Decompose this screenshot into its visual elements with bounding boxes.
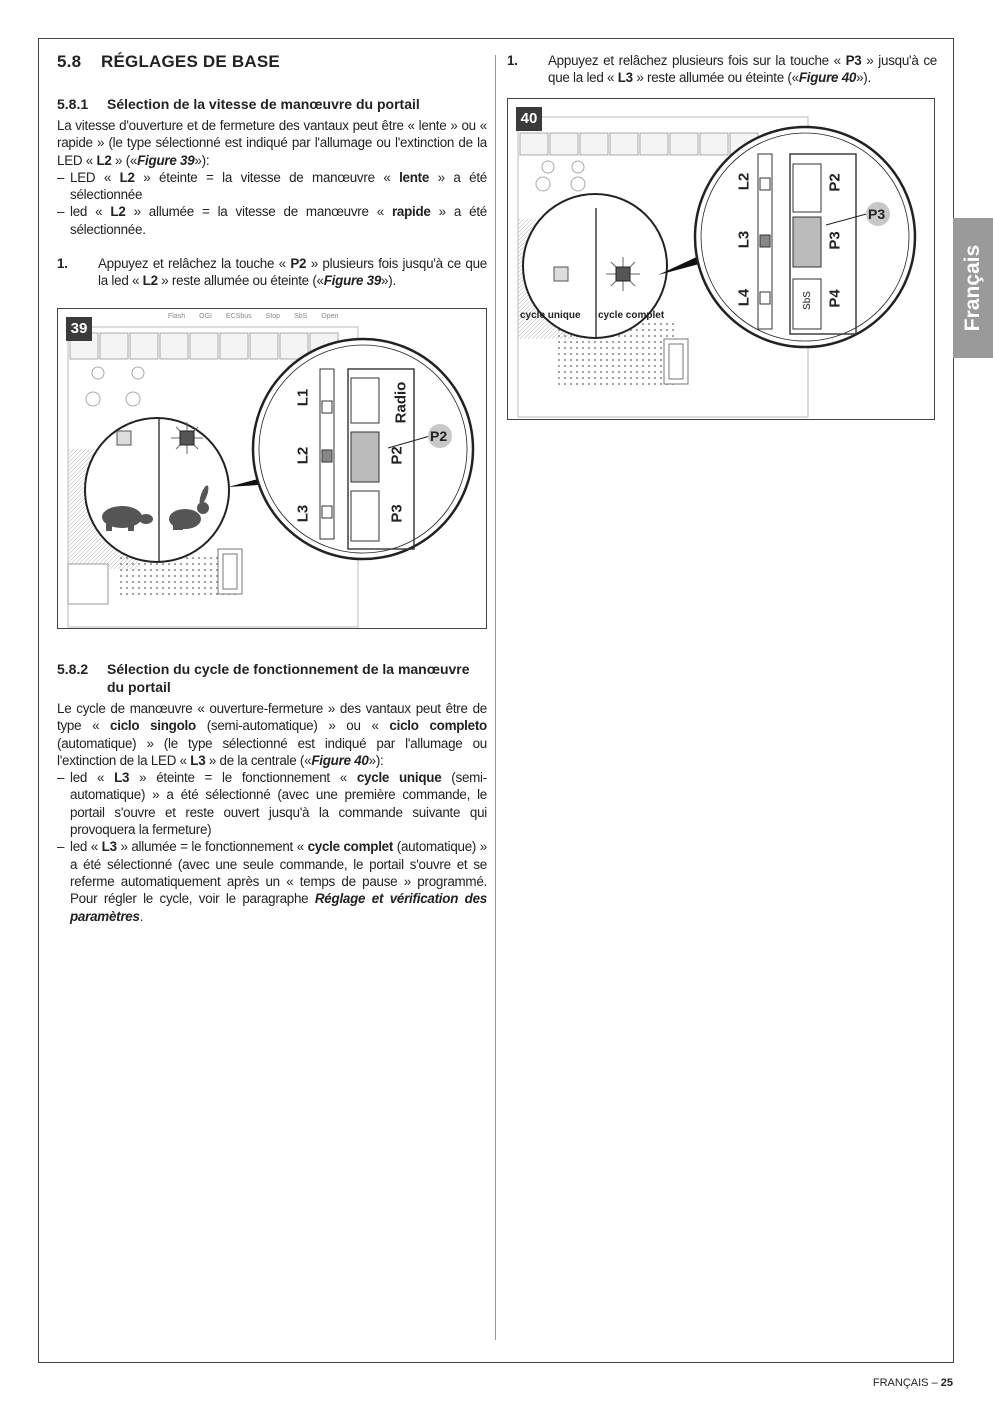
figure-39-drawing <box>58 309 487 629</box>
led-label-l3: L3 <box>735 230 753 249</box>
label-cycle-unique: cycle unique <box>520 310 581 321</box>
led-label-l2: L2 <box>294 446 312 465</box>
sub1-bullets <box>57 169 487 238</box>
button-label-p2: P2 <box>826 173 844 192</box>
figure-39 <box>57 308 487 629</box>
language-tab <box>953 218 993 358</box>
language-tab-label: Français <box>961 244 984 332</box>
button-label-p2: P2 <box>388 446 406 465</box>
sub2-block <box>57 660 487 925</box>
sub2-title: Sélection du cycle de fonctionnement de la manœuvre du portail <box>107 661 470 695</box>
page-number: 25 <box>940 1377 953 1389</box>
button-label-p3: P3 <box>826 231 844 250</box>
button-label-p3: P3 <box>388 504 406 523</box>
sub2-intro: Le cycle de manœuvre « ouverture-fermeture » des vantaux peut être de type « ciclo singolo (semi-automatique) » ou « ciclo completo (automatique) » (le type sélectionné est indiqué par l'allumage ou l'extinction de la LED « L3 » de la centrale («Figure 40»): <box>57 701 487 768</box>
sub2-heading <box>57 660 487 696</box>
led-label-l4: L4 <box>735 288 753 307</box>
sbs-label: SbS <box>801 291 813 310</box>
led-label-l1: L1 <box>294 388 312 407</box>
button-label-radio: Radio <box>392 381 410 424</box>
left-column <box>57 52 487 290</box>
list-item: – LED « L2 » éteinte = la vitesse de manœuvre « lente » a été sélectionnée <box>57 169 487 203</box>
step-number: 1. <box>57 256 68 272</box>
sub1-intro: La vitesse d'ouverture et de fermeture des vantaux peut être « lente » ou « rapide » (le type sélectionné est indiqué par l'allumage ou l'extinction de la LED « L2 » («Figure 39»): <box>57 118 487 168</box>
step-number: 1. <box>507 53 518 68</box>
list-item: – led « L2 » allumée = la vitesse de manœuvre « rapide » a été sélectionnée. <box>57 204 487 237</box>
figure-40-drawing <box>508 99 935 420</box>
column-divider <box>495 55 496 1340</box>
footer-label: FRANÇAIS – <box>872 1377 941 1389</box>
section-number: 5.8 <box>57 52 82 71</box>
section-heading <box>57 52 487 72</box>
led-label-l2: L2 <box>735 172 753 191</box>
label-cycle-complet: cycle complet <box>598 310 665 321</box>
sub1-heading <box>57 95 487 113</box>
terminal-labels: Flash OGI ECSbus Stop SbS Open <box>168 313 339 320</box>
right-step: 1. Appuyez et relâchez plusieurs fois sur la touche « P3 » jusqu'à ce que la led « L3 » reste allumée ou éteinte («Figure 40»). <box>507 53 937 86</box>
led-label-l3: L3 <box>294 504 312 523</box>
figure-number: 40 <box>516 107 542 131</box>
sub1-number: 5.8.1 <box>57 96 89 112</box>
figure-40 <box>507 98 935 420</box>
right-column <box>507 52 937 87</box>
sub1-step: 1. Appuyez et relâchez la touche « P2 » plusieurs fois jusqu'à ce que la led « L2 » reste allumée ou éteinte («Figure 39»). <box>57 256 487 289</box>
list-item: – led « L3 » allumée = le fonctionnement « cycle complet (automatique) » a été sélectionné (avec une seule commande, le portail s'ouvre et se referme automatiquement après un « temps de pause » programmé. Pour régler le cycle, voir le paragraphe Réglage et vérification des paramètres. <box>57 839 487 924</box>
button-label-p4: P4 <box>826 289 844 308</box>
section-title: RÉGLAGES DE BASE <box>101 52 280 71</box>
sub2-bullets <box>57 769 487 925</box>
callout-p3: P3 <box>868 206 886 222</box>
page-footer <box>873 1377 953 1389</box>
callout-p2: P2 <box>430 428 448 444</box>
list-item: – led « L3 » éteinte = le fonctionnement « cycle unique (semi-automatique) » a été sélectionné (avec une première commande, le portail s'ouvre et reste ouvert jusqu'à la commande suivante qui provoquera la fermeture) <box>57 770 487 838</box>
figure-number: 39 <box>66 317 92 341</box>
sub1-title: Sélection de la vitesse de manœuvre du portail <box>107 96 420 112</box>
sub2-number: 5.8.2 <box>57 661 89 677</box>
